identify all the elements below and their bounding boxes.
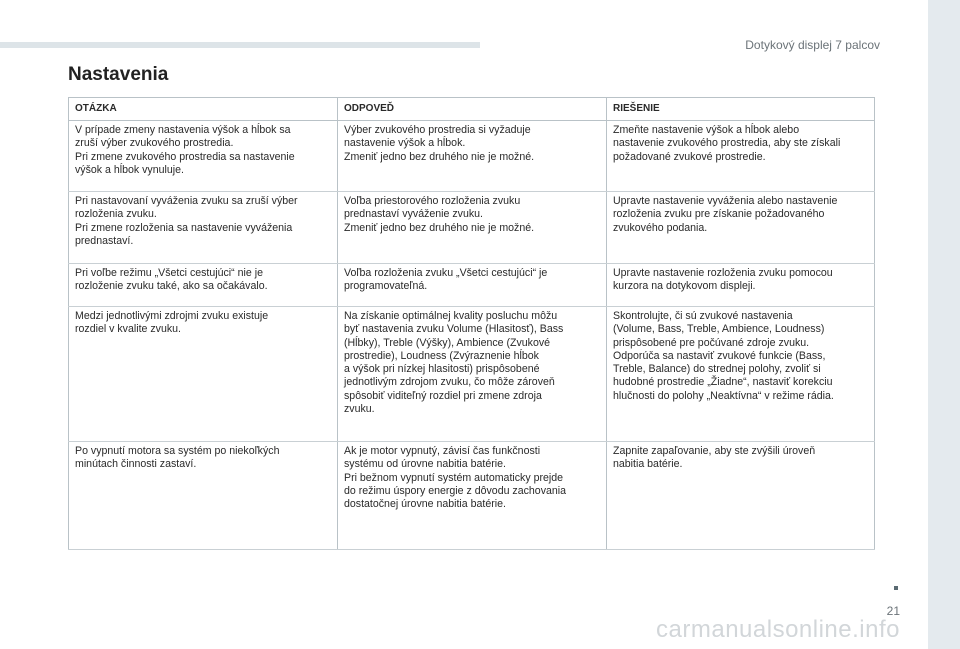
answer-text: Výber zvukového prostredia si vyžaduje nastavenie výšok a hĺbok. Zmeniť jedno bez druhého nie je možné.: [344, 124, 535, 163]
solution-cell: [607, 121, 875, 192]
page-title: Nastavenia: [68, 64, 169, 85]
column-header-answer: ODPOVEĎ: [338, 98, 607, 121]
answer-text: Voľba rozloženia zvuku „Všetci cestujúci“ je programovateľná.: [344, 267, 548, 293]
answer-text: Ak je motor vypnutý, závisí čas funkčnosti systému od úrovne nabitia batérie. Pri bežnom vypnutí systém automaticky prejde do režimu úspory energie z dôvodu zachovania dostatočnej úrovne nabitia batérie.: [344, 445, 567, 511]
answer-cell: [338, 442, 607, 550]
table-row: [69, 192, 875, 264]
question-cell: [69, 264, 338, 307]
column-header-solution: RIEŠENIE: [607, 98, 875, 121]
answer-text: Voľba priestorového rozloženia zvuku prednastaví vyváženie zvuku. Zmeniť jedno bez druhého nie je možné.: [344, 195, 535, 234]
column-header-question: OTÁZKA: [69, 98, 338, 121]
answer-cell: [338, 121, 607, 192]
faq-table: [68, 97, 875, 550]
table-row: [69, 264, 875, 307]
answer-cell: [338, 264, 607, 307]
solution-text: Upravte nastavenie rozloženia zvuku pomocou kurzora na dotykovom displeji.: [613, 267, 833, 293]
question-cell: [69, 192, 338, 264]
question-text: Po vypnutí motora sa systém po niekoľkých minútach činnosti zastaví.: [75, 445, 280, 471]
question-cell: [69, 121, 338, 192]
solution-cell: [607, 192, 875, 264]
question-cell: [69, 442, 338, 550]
question-text: Pri voľbe režimu „Všetci cestujúci“ nie je rozloženie zvuku také, ako sa očakávalo.: [75, 267, 268, 293]
table-row: [69, 442, 875, 550]
solution-cell: [607, 264, 875, 307]
table-header-row: [69, 98, 875, 121]
watermark: carmanualsonline.info: [656, 616, 900, 643]
table-row: [69, 121, 875, 192]
question-text: Pri nastavovaní vyváženia zvuku sa zruší výber rozloženia zvuku. Pri zmene rozloženia sa nastavenie vyváženia prednastaví.: [75, 195, 298, 247]
question-text: Medzi jednotlivými zdrojmi zvuku existuje rozdiel v kvalite zvuku.: [75, 310, 269, 336]
page-number: 21: [886, 604, 900, 618]
question-cell: [69, 307, 338, 442]
answer-cell: [338, 307, 607, 442]
answer-cell: [338, 192, 607, 264]
solution-cell: [607, 442, 875, 550]
section-end-marker: [894, 586, 898, 590]
solution-text: Skontrolujte, či sú zvukové nastavenia (Volume, Bass, Treble, Ambience, Loudness) prispôsobené pre počúvané zdroje zvuku. Odporúča sa nastaviť zvukové funkcie (Bass, Treble, Balance) do strednej polohy, zvoliť si hudobné prostredie „Žiadne“, nastaviť korekciu hlučnosti do polohy „Neaktívna“ v režime rádia.: [613, 310, 834, 402]
question-text: V prípade zmeny nastavenia výšok a hĺbok sa zruší výber zvukového prostredia. Pri zmene zvukového prostredia sa nastavenie výšok a hĺbok vynuluje.: [75, 124, 295, 176]
answer-text: Na získanie optimálnej kvality posluchu môžu byť nastavenia zvuku Volume (Hlasitosť), Bass (Hĺbky), Treble (Výšky), Ambience (Zvukové prostredie), Loudness (Zvýraznenie hĺbok a výšok pri nízkej hlasitosti) prispôsobené jednotlivým zdrojom zvuku, čo môže zároveň spôsobiť viditeľný rozdiel pri zmene zdroja zvuku.: [344, 310, 564, 416]
chapter-title: Dotykový displej 7 palcov: [745, 38, 880, 52]
solution-text: Zmeňte nastavenie výšok a hĺbok alebo nastavenie zvukového prostredia, aby ste získali požadované zvukové prostredie.: [613, 124, 841, 163]
solution-cell: [607, 307, 875, 442]
table-row: [69, 307, 875, 442]
header-bar: [0, 42, 480, 48]
page-side-strip: [928, 0, 960, 649]
solution-text: Upravte nastavenie vyváženia alebo nastavenie rozloženia zvuku pre získanie požadovaného zvukového podania.: [613, 195, 838, 234]
solution-text: Zapnite zapaľovanie, aby ste zvýšili úroveň nabitia batérie.: [613, 445, 816, 471]
